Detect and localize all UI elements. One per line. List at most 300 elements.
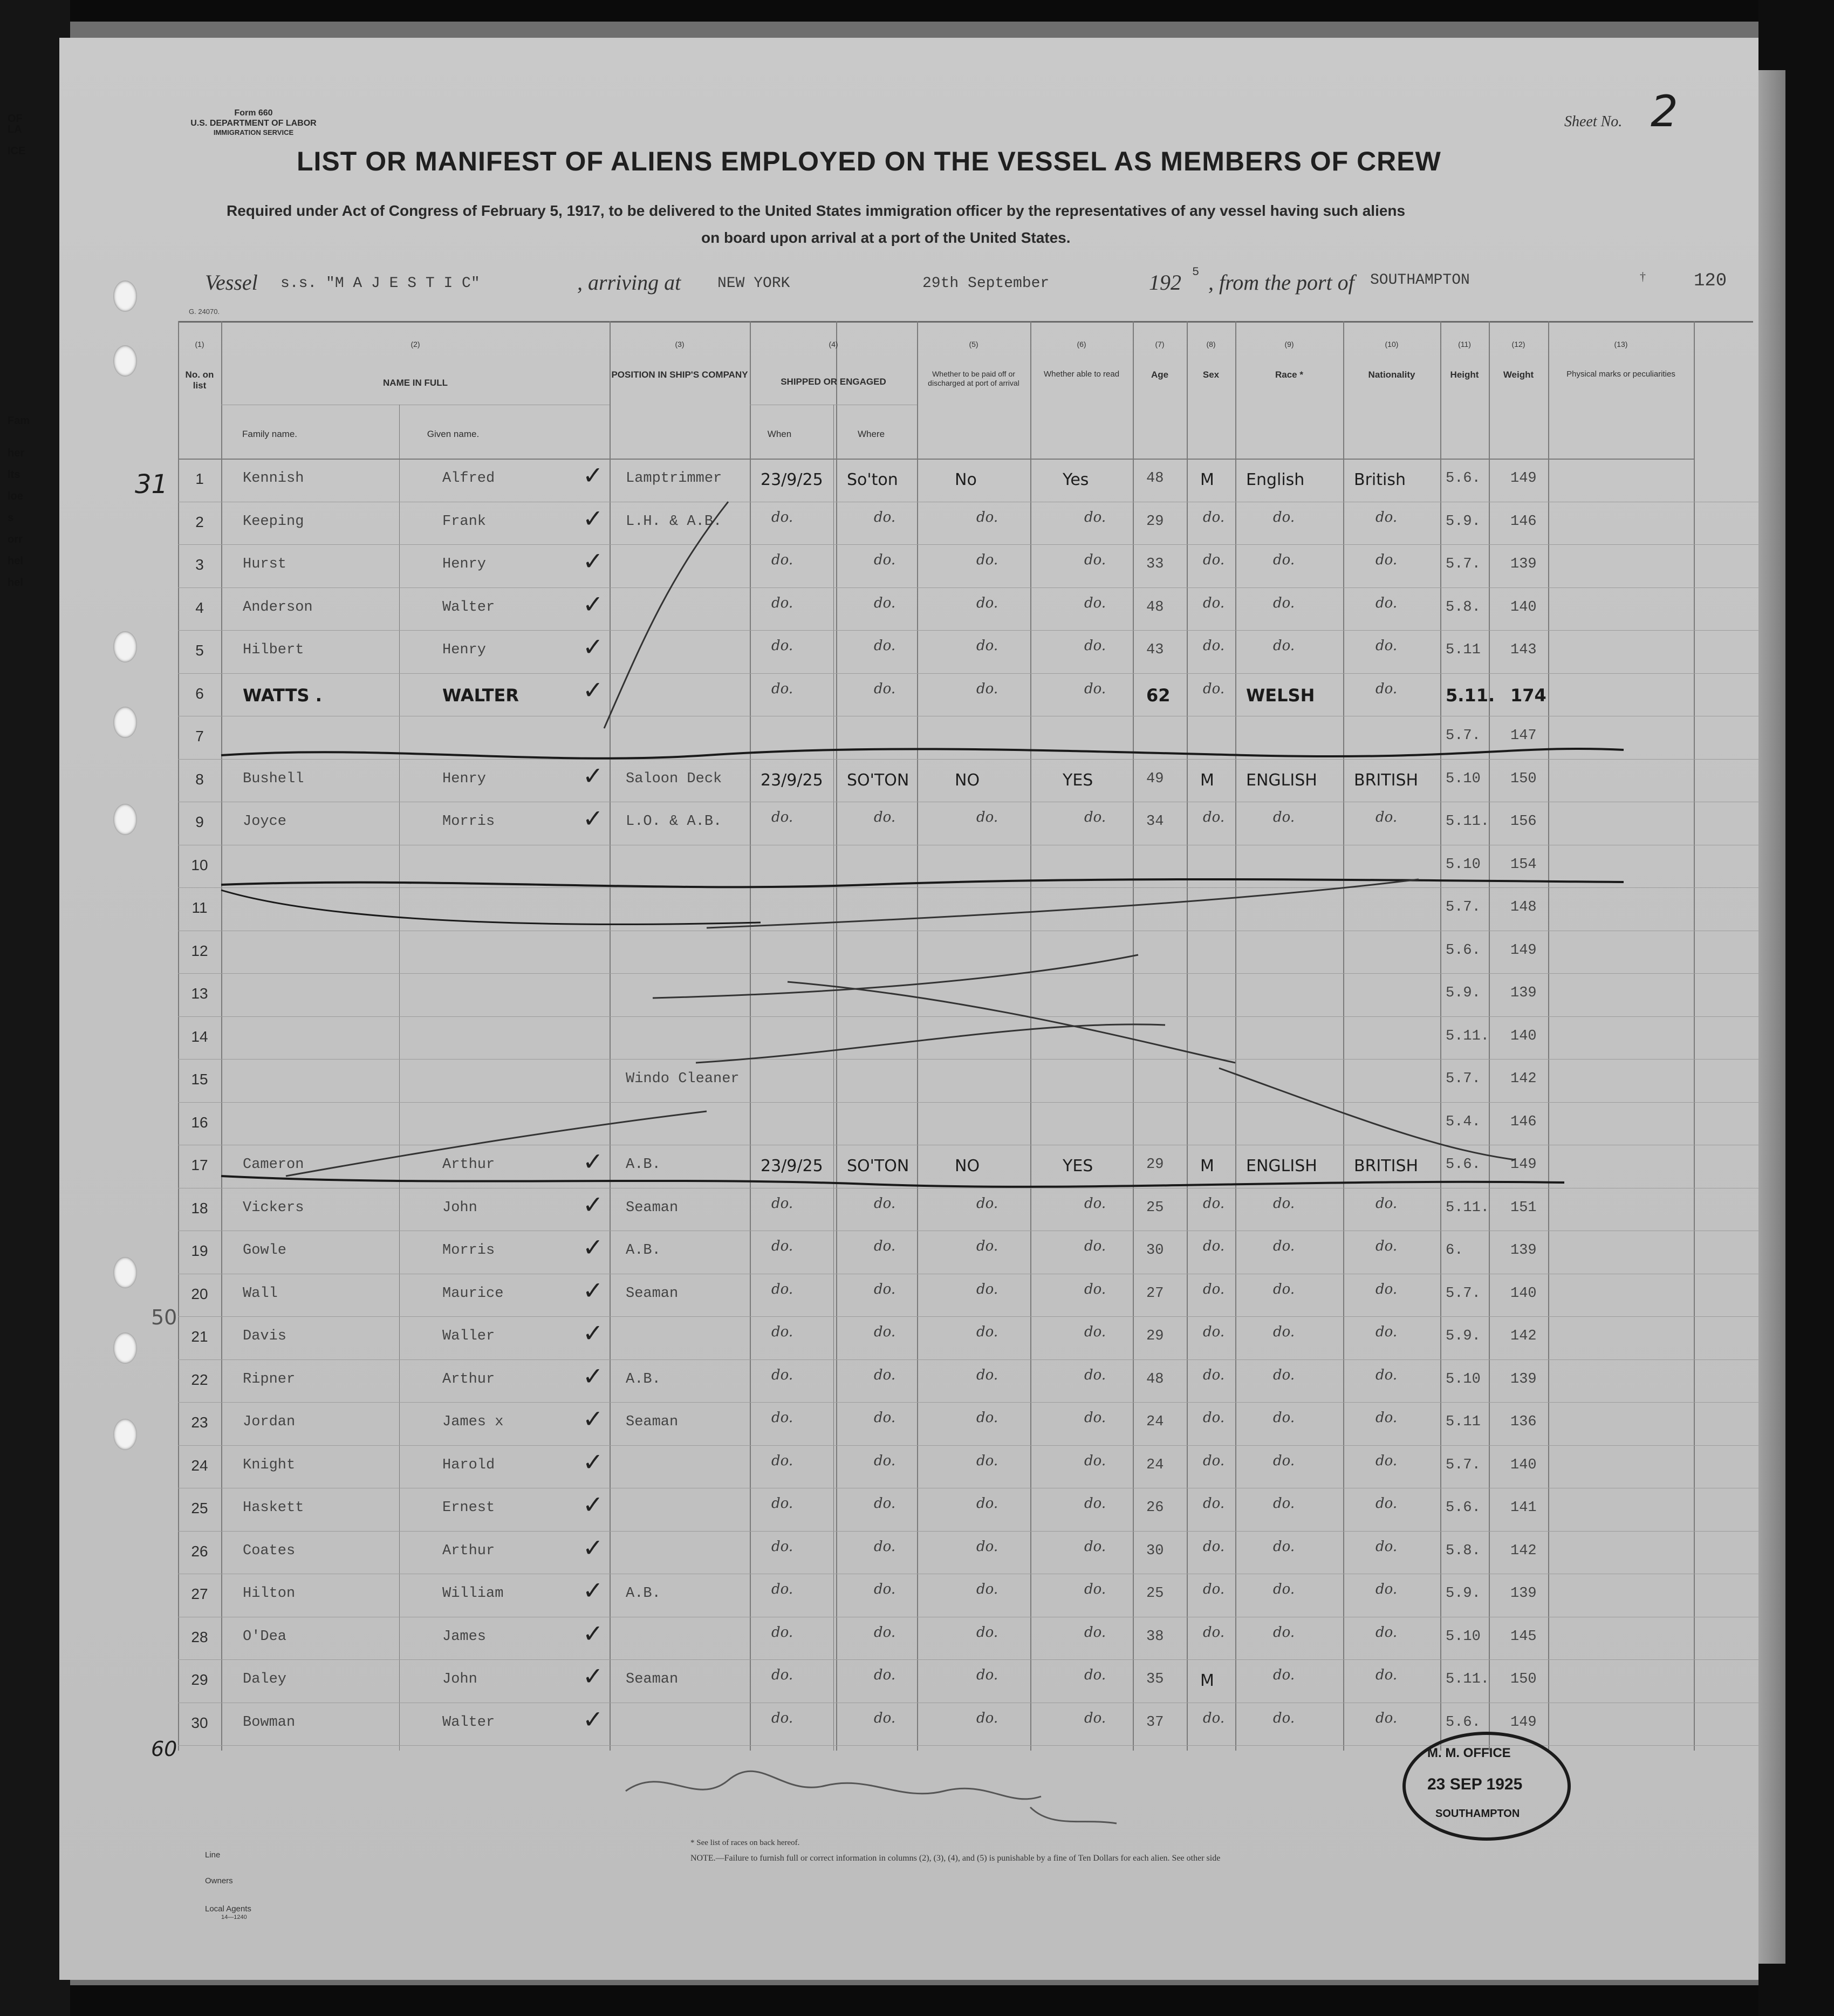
- family-name: Keeping: [243, 513, 304, 530]
- ditto-mark: do.: [1203, 1710, 1225, 1726]
- shipped-where: SO'TON: [847, 1157, 909, 1176]
- check-mark-icon: ✓: [583, 503, 604, 533]
- able-to-read: YES: [1063, 1157, 1093, 1176]
- family-name: Kennish: [243, 470, 304, 487]
- ditto-mark: do.: [1273, 1324, 1295, 1340]
- ditto-mark: do.: [1273, 552, 1295, 568]
- ditto-mark: do.: [1273, 1281, 1295, 1297]
- ditto-mark: do.: [976, 509, 998, 525]
- ditto-mark: do.: [1273, 1710, 1295, 1726]
- column-number: (4): [829, 340, 838, 348]
- height: 5.6.: [1446, 1714, 1481, 1731]
- position: Seaman: [626, 1285, 679, 1302]
- column-number: (12): [1511, 340, 1525, 348]
- check-mark-icon: ✓: [583, 1618, 604, 1648]
- height: 5.9.: [1446, 1586, 1481, 1602]
- from-port: SOUTHAMPTON: [1370, 272, 1470, 289]
- cross-mark: †: [1640, 270, 1646, 283]
- column-header: POSITION IN SHIP'S COMPANY: [611, 370, 748, 380]
- ditto-mark: do.: [874, 1366, 896, 1383]
- shipped-when: 23/9/25: [761, 470, 823, 489]
- ditto-mark: do.: [1084, 638, 1106, 654]
- vessel-name: s.s. "M A J E S T I C": [280, 275, 480, 292]
- ditto-mark: do.: [976, 1452, 998, 1469]
- ditto-mark: do.: [1203, 1624, 1225, 1641]
- ditto-mark: do.: [1203, 1238, 1225, 1254]
- age: 26: [1146, 1500, 1164, 1516]
- ditto-mark: do.: [1376, 1195, 1398, 1212]
- ditto-mark: do.: [874, 1410, 896, 1426]
- family-name: O'Dea: [243, 1628, 287, 1645]
- paid-off: No: [955, 470, 977, 489]
- given-name: Arthur: [442, 1157, 495, 1173]
- ditto-mark: do.: [976, 1581, 998, 1597]
- ditto-mark: do.: [771, 1624, 793, 1641]
- ditto-mark: do.: [976, 809, 998, 825]
- row-number: 3: [195, 556, 204, 573]
- nationality: British: [1354, 470, 1406, 489]
- family-name: Ripner: [243, 1371, 296, 1388]
- subtitle-line-1: Required under Act of Congress of February 5, 1917, to be delivered to the United States immigration officer by the representatives of any vessel having such aliens: [227, 202, 1406, 219]
- weight: 149: [1510, 1714, 1537, 1731]
- ditto-mark: do.: [1273, 509, 1295, 525]
- weight: 140: [1510, 1285, 1537, 1302]
- height: 5.7.: [1446, 556, 1481, 572]
- column-number: (11): [1458, 340, 1471, 348]
- check-mark-icon: ✓: [583, 1404, 604, 1433]
- column-header: Physical marks or peculiarities: [1566, 370, 1675, 379]
- ditto-mark: do.: [976, 1538, 998, 1555]
- ditto-mark: do.: [976, 1667, 998, 1683]
- family-name: Wall: [243, 1285, 278, 1302]
- given-name: Ernest: [442, 1500, 495, 1516]
- position: Windo Cleaner: [626, 1071, 740, 1087]
- ditto-mark: do.: [976, 1366, 998, 1383]
- column-number: (6): [1077, 340, 1086, 348]
- weight: 150: [1510, 770, 1537, 787]
- given-name: William: [442, 1586, 504, 1602]
- check-mark-icon: ✓: [583, 1147, 604, 1176]
- ditto-mark: do.: [771, 1238, 793, 1254]
- ditto-mark: do.: [1203, 1366, 1225, 1383]
- footer-agents-code: 14—1240: [221, 1914, 247, 1921]
- weight: 146: [1510, 1113, 1537, 1130]
- position: A.B.: [626, 1242, 661, 1259]
- family-name: Daley: [243, 1671, 287, 1687]
- weight: 154: [1510, 856, 1537, 873]
- family-name: Haskett: [243, 1500, 304, 1516]
- ditto-mark: do.: [1084, 552, 1106, 568]
- weight: 174: [1510, 685, 1546, 706]
- nationality: BRITISH: [1354, 1157, 1419, 1176]
- weight: 142: [1510, 1328, 1537, 1344]
- ditto-mark: do.: [1084, 1710, 1106, 1726]
- department: U.S. DEPARTMENT OF LABOR: [190, 119, 317, 128]
- ditto-mark: do.: [1273, 1366, 1295, 1383]
- height: 5.8.: [1446, 599, 1481, 616]
- position: A.B.: [626, 1371, 661, 1388]
- ditto-mark: do.: [771, 1410, 793, 1426]
- ditto-mark: do.: [771, 1710, 793, 1726]
- ditto-mark: do.: [771, 509, 793, 525]
- age: 35: [1146, 1671, 1164, 1687]
- weight: 141: [1510, 1500, 1537, 1516]
- row-number: 30: [191, 1714, 208, 1731]
- ditto-mark: do.: [1376, 1366, 1398, 1383]
- ditto-mark: do.: [1273, 1538, 1295, 1555]
- row-number: 20: [191, 1285, 208, 1302]
- ditto-mark: do.: [1273, 1410, 1295, 1426]
- ditto-mark: do.: [1376, 1538, 1398, 1555]
- ditto-mark: do.: [771, 1195, 793, 1212]
- height: 5.11.: [1446, 1199, 1490, 1216]
- age: 38: [1146, 1628, 1164, 1645]
- ditto-mark: do.: [874, 509, 896, 525]
- sheet-number: 2: [1651, 86, 1678, 136]
- ditto-mark: do.: [1376, 594, 1398, 611]
- ditto-mark: do.: [976, 1624, 998, 1641]
- ditto-mark: do.: [1273, 1581, 1295, 1597]
- position: Saloon Deck: [626, 770, 722, 787]
- position: A.B.: [626, 1157, 661, 1173]
- race: ENGLISH: [1246, 770, 1317, 790]
- age: 49: [1146, 770, 1164, 787]
- ditto-mark: do.: [771, 1366, 793, 1383]
- check-mark-icon: ✓: [583, 461, 604, 490]
- weight: 142: [1510, 1542, 1537, 1559]
- family-name: Joyce: [243, 814, 287, 830]
- position: L.O. & A.B.: [626, 814, 722, 830]
- family-name: Hilbert: [243, 642, 304, 658]
- ditto-mark: do.: [1084, 1667, 1106, 1683]
- given-name: Morris: [442, 814, 495, 830]
- height: 5.11.: [1446, 1671, 1490, 1687]
- age: 48: [1146, 599, 1164, 616]
- height: 5.7.: [1446, 1457, 1481, 1473]
- ditto-mark: do.: [1203, 1410, 1225, 1426]
- ditto-mark: do.: [1376, 1624, 1398, 1641]
- height: 5.4.: [1446, 1113, 1481, 1130]
- column-header: Age: [1151, 370, 1169, 380]
- paid-off: NO: [955, 1157, 980, 1176]
- shipped-when: 23/9/25: [761, 1157, 823, 1176]
- weight: 147: [1510, 728, 1537, 744]
- check-mark-icon: ✓: [583, 1662, 604, 1691]
- arrival-date: 29th September: [922, 275, 1050, 292]
- service: IMMIGRATION SERVICE: [213, 128, 294, 137]
- age: 48: [1146, 1371, 1164, 1388]
- footer-line-label: Line: [205, 1850, 221, 1860]
- race: ENGLISH: [1246, 1157, 1317, 1176]
- ditto-mark: do.: [1273, 1452, 1295, 1469]
- age: 33: [1146, 556, 1164, 572]
- ditto-mark: do.: [771, 1667, 793, 1683]
- height: 5.7.: [1446, 899, 1481, 915]
- adjacent-page-text: Fam her lts loe s orr hel hel: [8, 415, 30, 589]
- column-header: Race *: [1275, 370, 1303, 380]
- race: WELSH: [1246, 685, 1315, 706]
- subtitle-line-2: on board upon arrival at a port of the United States.: [701, 229, 1071, 246]
- check-mark-icon: ✓: [583, 1190, 604, 1219]
- column-header: Weight: [1503, 370, 1534, 380]
- row-number: 17: [191, 1157, 208, 1173]
- given-name: John: [442, 1671, 477, 1687]
- paid-off: NO: [955, 770, 980, 790]
- age: 37: [1146, 1714, 1164, 1731]
- sex: M: [1200, 1157, 1214, 1176]
- margin-note-top: 31: [135, 469, 168, 500]
- ditto-mark: do.: [771, 1538, 793, 1555]
- weight: 140: [1510, 1457, 1537, 1473]
- footer-agents-label: Local Agents: [205, 1904, 251, 1914]
- family-name: Hilton: [243, 1586, 296, 1602]
- family-name: Cameron: [243, 1157, 304, 1173]
- given-name: James: [442, 1628, 487, 1645]
- ditto-mark: do.: [771, 1452, 793, 1469]
- ditto-mark: do.: [874, 680, 896, 697]
- ditto-mark: do.: [1376, 638, 1398, 654]
- given-name: James x: [442, 1414, 504, 1430]
- row-number: 7: [195, 728, 204, 744]
- ditto-mark: do.: [1273, 1195, 1295, 1212]
- column-header: No. on list: [185, 370, 214, 391]
- ditto-mark: do.: [1203, 509, 1225, 525]
- ditto-mark: do.: [1084, 1495, 1106, 1512]
- year-suffix: 5: [1192, 265, 1200, 279]
- ditto-mark: do.: [1203, 594, 1225, 611]
- ditto-mark: do.: [874, 1710, 896, 1726]
- given-name: Frank: [442, 513, 487, 530]
- strike-marks: [59, 38, 1758, 1980]
- ditto-mark: do.: [1203, 809, 1225, 825]
- office-stamp: [1402, 1732, 1571, 1841]
- row-number: 23: [191, 1414, 208, 1431]
- row-number: 12: [191, 942, 208, 959]
- position: Seaman: [626, 1671, 679, 1687]
- ditto-mark: do.: [976, 594, 998, 611]
- shipped-where: SO'TON: [847, 770, 909, 790]
- ditto-mark: do.: [976, 680, 998, 697]
- check-mark-icon: ✓: [583, 1533, 604, 1562]
- arrival-port: NEW YORK: [717, 275, 790, 292]
- ditto-mark: do.: [1084, 809, 1106, 825]
- column-header: Nationality: [1368, 370, 1415, 380]
- row-number: 19: [191, 1242, 208, 1259]
- adjacent-page-text: OF LA ICE: [8, 113, 26, 157]
- family-name: Davis: [243, 1328, 287, 1344]
- row-number: 2: [195, 513, 204, 530]
- age: 34: [1146, 814, 1164, 830]
- height: 5.10: [1446, 770, 1481, 787]
- ditto-mark: do.: [1084, 1538, 1106, 1555]
- position: Lamptrimmer: [626, 470, 722, 487]
- row-number: 16: [191, 1113, 208, 1131]
- family-name: Knight: [243, 1457, 296, 1473]
- ditto-mark: do.: [1273, 809, 1295, 825]
- subhead-where: Where: [857, 429, 885, 439]
- given-name: Henry: [442, 642, 487, 658]
- check-mark-icon: ✓: [583, 1233, 604, 1262]
- shipped-when: 23/9/25: [761, 770, 823, 790]
- check-mark-icon: ✓: [583, 1318, 604, 1348]
- check-mark-icon: ✓: [583, 1447, 604, 1477]
- weight: 140: [1510, 1028, 1537, 1044]
- ditto-mark: do.: [874, 1581, 896, 1597]
- able-to-read: YES: [1063, 770, 1093, 790]
- age: 24: [1146, 1414, 1164, 1430]
- ditto-mark: do.: [1376, 1710, 1398, 1726]
- shipped-where: So'ton: [847, 470, 898, 489]
- row-number: 26: [191, 1542, 208, 1560]
- column-number: (10): [1385, 340, 1399, 348]
- row-number: 4: [195, 599, 204, 616]
- page-title: LIST OR MANIFEST OF ALIENS EMPLOYED ON THE VESSEL AS MEMBERS OF CREW: [297, 146, 1441, 176]
- ditto-mark: do.: [1084, 1410, 1106, 1426]
- check-mark-icon: ✓: [583, 546, 604, 576]
- subhead-when: When: [767, 429, 792, 439]
- given-name: Alfred: [442, 470, 495, 487]
- given-name: Maurice: [442, 1285, 504, 1302]
- age: 48: [1146, 470, 1164, 487]
- row-number: 1: [195, 470, 204, 487]
- weight: 142: [1510, 1071, 1537, 1087]
- family-name: WATTS .: [243, 685, 322, 706]
- given-name: Waller: [442, 1328, 495, 1344]
- ditto-mark: do.: [1203, 1495, 1225, 1512]
- form-number: Form 660: [234, 108, 273, 118]
- ditto-mark: do.: [1084, 1238, 1106, 1254]
- weight: 151: [1510, 1199, 1537, 1216]
- ditto-mark: do.: [1273, 1238, 1295, 1254]
- weight: 139: [1510, 1371, 1537, 1388]
- manifest-sheet: [59, 38, 1758, 1980]
- weight: 145: [1510, 1628, 1537, 1645]
- weight: 150: [1510, 1671, 1537, 1687]
- ditto-mark: do.: [771, 1281, 793, 1297]
- ditto-mark: do.: [1376, 809, 1398, 825]
- ditto-mark: do.: [874, 594, 896, 611]
- ditto-mark: do.: [976, 1281, 998, 1297]
- column-number: (13): [1614, 340, 1628, 348]
- ditto-mark: do.: [874, 1324, 896, 1340]
- ditto-mark: do.: [1203, 1195, 1225, 1212]
- column-number: (7): [1155, 340, 1165, 348]
- column-number: (9): [1284, 340, 1294, 348]
- year-prefix: 192: [1149, 270, 1181, 295]
- height: 5.6.: [1446, 942, 1481, 959]
- ditto-mark: do.: [1376, 1581, 1398, 1597]
- given-name: Walter: [442, 1714, 495, 1731]
- family-name: Bushell: [243, 770, 304, 787]
- ditto-mark: do.: [1376, 552, 1398, 568]
- weight: 139: [1510, 556, 1537, 572]
- weight: 148: [1510, 899, 1537, 915]
- age: 30: [1146, 1542, 1164, 1559]
- column-header: Whether to be paid off or discharged at port of arrival: [928, 370, 1019, 387]
- race: English: [1246, 470, 1305, 489]
- margin-note-mid: 50: [151, 1306, 177, 1329]
- page-number: 120: [1694, 271, 1727, 291]
- sex: M: [1200, 470, 1214, 489]
- row-number: 10: [191, 856, 208, 873]
- footer-races-note: * See list of races on back hereof.: [690, 1839, 800, 1847]
- age: 27: [1146, 1285, 1164, 1302]
- check-mark-icon: ✓: [583, 675, 604, 705]
- ditto-mark: do.: [771, 680, 793, 697]
- family-name: Anderson: [243, 599, 313, 616]
- ditto-mark: do.: [1203, 552, 1225, 568]
- print-code: G. 24070.: [189, 307, 220, 316]
- check-mark-icon: ✓: [583, 1704, 604, 1734]
- ditto-mark: do.: [1084, 1452, 1106, 1469]
- ditto-mark: do.: [1273, 594, 1295, 611]
- check-mark-icon: ✓: [583, 1490, 604, 1519]
- vessel-label: Vessel: [205, 270, 258, 295]
- family-name: Vickers: [243, 1199, 304, 1216]
- ditto-mark: do.: [1376, 1238, 1398, 1254]
- ditto-mark: do.: [1376, 1324, 1398, 1340]
- check-mark-icon: ✓: [583, 1576, 604, 1605]
- ditto-mark: do.: [771, 552, 793, 568]
- column-number: (8): [1206, 340, 1216, 348]
- row-number: 5: [195, 642, 204, 659]
- age: 29: [1146, 513, 1164, 530]
- height: 5.11.: [1446, 814, 1490, 830]
- ditto-mark: do.: [1084, 680, 1106, 697]
- position: Seaman: [626, 1199, 679, 1216]
- row-number: 13: [191, 985, 208, 1002]
- check-mark-icon: ✓: [583, 589, 604, 619]
- column-number: (1): [195, 340, 204, 348]
- ditto-mark: do.: [874, 1667, 896, 1683]
- column-header: SHIPPED OR ENGAGED: [781, 377, 886, 387]
- height: 5.10: [1446, 856, 1481, 873]
- height: 5.9.: [1446, 985, 1481, 1001]
- age: 62: [1146, 685, 1171, 706]
- footer-owners-label: Owners: [205, 1876, 233, 1885]
- ditto-mark: do.: [976, 1410, 998, 1426]
- weight: 139: [1510, 985, 1537, 1001]
- row-number: 11: [191, 899, 208, 916]
- ditto-mark: do.: [874, 1538, 896, 1555]
- ditto-mark: do.: [976, 638, 998, 654]
- check-mark-icon: ✓: [583, 804, 604, 833]
- check-mark-icon: ✓: [583, 632, 604, 661]
- height: 5.6.: [1446, 470, 1481, 487]
- row-number: 22: [191, 1371, 208, 1388]
- height: 5.9.: [1446, 1328, 1481, 1344]
- margin-note-bottom: 60: [151, 1737, 177, 1761]
- ditto-mark: do.: [1203, 680, 1225, 697]
- column-header: Whether able to read: [1043, 370, 1120, 379]
- family-name: Bowman: [243, 1714, 296, 1731]
- ditto-mark: do.: [874, 1281, 896, 1297]
- ditto-mark: do.: [1203, 1324, 1225, 1340]
- ditto-mark: do.: [976, 1238, 998, 1254]
- column-header: Height: [1450, 370, 1479, 380]
- ditto-mark: do.: [976, 1495, 998, 1512]
- row-number: 29: [191, 1671, 208, 1688]
- age: 43: [1146, 642, 1164, 658]
- column-number: (5): [969, 340, 978, 348]
- sex: M: [1200, 770, 1214, 790]
- given-name: John: [442, 1199, 477, 1216]
- position: L.H. & A.B.: [626, 513, 722, 530]
- row-number: 6: [195, 685, 204, 702]
- row-number: 25: [191, 1500, 208, 1516]
- stamp-bottom-text: SOUTHAMPTON: [1435, 1808, 1520, 1820]
- ditto-mark: do.: [771, 594, 793, 611]
